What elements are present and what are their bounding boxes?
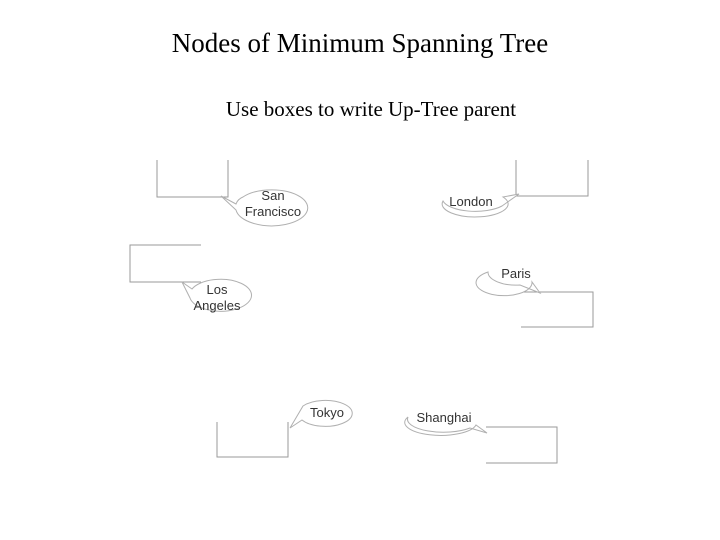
node-label-paris: [501, 266, 531, 281]
node-label-line: Paris: [501, 266, 531, 281]
node-shanghai: [405, 410, 487, 435]
node-label-london: [449, 194, 492, 209]
node-label-line: Shanghai: [416, 410, 472, 425]
parent-box-los-angeles[interactable]: [130, 245, 201, 282]
node-san-francisco: [221, 188, 308, 226]
slide-subtitle: Use boxes to write Up-Tree parent: [225, 97, 517, 121]
node-label-line: Francisco: [244, 204, 302, 219]
node-label-line: Los: [206, 282, 228, 297]
node-tokyo: [290, 400, 352, 428]
parent-box-shanghai[interactable]: [486, 427, 557, 463]
node-label-line: Tokyo: [310, 405, 344, 420]
node-paris: [476, 266, 540, 296]
parent-box-paris[interactable]: [521, 292, 593, 327]
slide-title: Nodes of Minimum Spanning Tree: [171, 28, 549, 58]
node-label-shanghai: [417, 410, 472, 425]
node-los-angeles: [182, 279, 252, 313]
node-label-tokyo: [310, 405, 344, 420]
parent-box-london[interactable]: [516, 160, 588, 196]
node-label-line: London: [449, 194, 493, 209]
node-label-line: San: [261, 188, 285, 203]
node-label-line: Angeles: [193, 298, 241, 313]
parent-box-san-francisco[interactable]: [157, 160, 228, 197]
parent-box-tokyo[interactable]: [217, 422, 288, 457]
node-london: [442, 194, 519, 217]
